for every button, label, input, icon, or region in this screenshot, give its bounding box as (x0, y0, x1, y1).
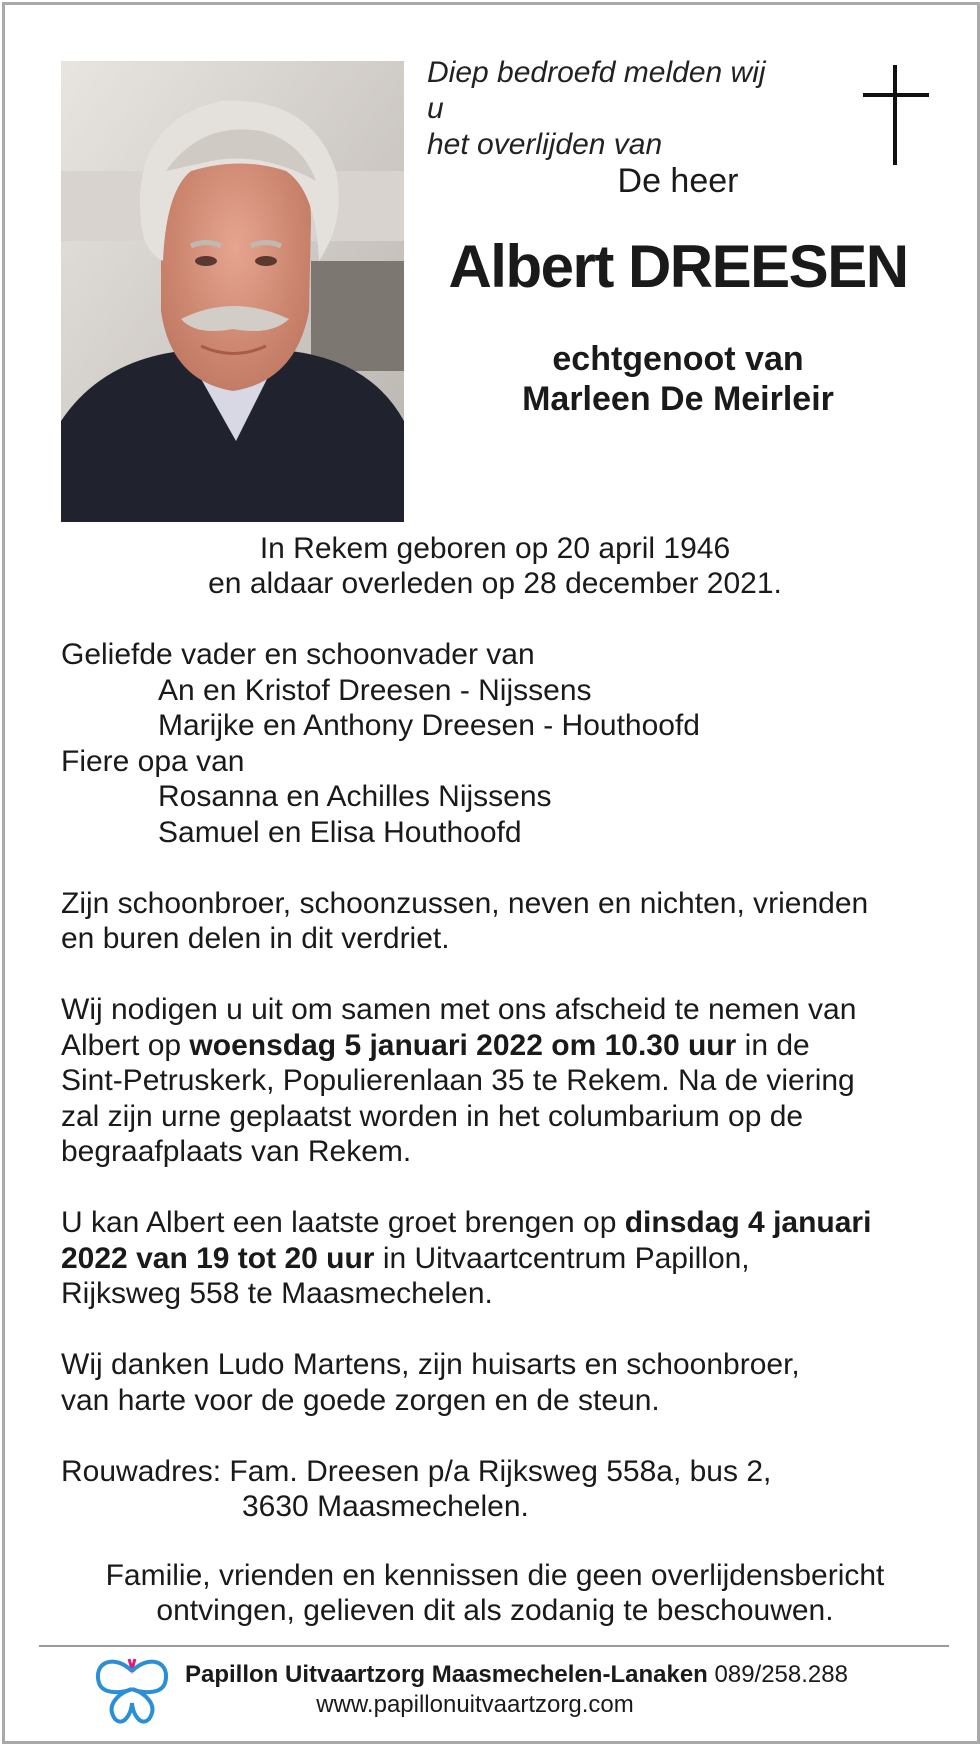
grandchild-line: Samuel en Elisa Houthoofd (158, 815, 522, 849)
address-line: Rouwadres: Fam. Dreesen p/a Rijksweg 558a, bus 2, (61, 1454, 772, 1488)
ceremony-text: Albert op (61, 1028, 190, 1062)
spouse-block (445, 339, 911, 419)
closing-note (61, 1558, 929, 1628)
ceremony-text: in de (736, 1028, 810, 1062)
butterfly-icon (93, 1653, 171, 1729)
visitation-text: in Uitvaartcentrum Papillon, (374, 1241, 750, 1275)
ceremony-line: begraafplaats van Rekem. (61, 1135, 412, 1168)
visitation-date: dinsdag 4 januari (624, 1206, 872, 1239)
grandchildren-heading: Fiere opa van (61, 744, 245, 778)
portrait-illustration (61, 61, 404, 522)
footer-divider (39, 1645, 949, 1647)
company-phone[interactable]: 089/258.288 (714, 1661, 848, 1688)
child-line: An en Kristof Dreesen - Nijssens (158, 673, 592, 707)
spouse-label: echtgenoot van (552, 340, 804, 378)
portrait-photo (61, 61, 404, 522)
child-line: Marijke en Anthony Dreesen - Houthoofd (158, 709, 700, 742)
ceremony-line: Wij nodigen u uit om samen met ons afscheid te nemen van (61, 993, 857, 1026)
honorific: De heer (617, 162, 739, 200)
ceremony-line: zal zijn urne geplaatst worden in het columbarium op de (61, 1099, 804, 1133)
relatives-line: en buren delen in dit verdriet. (61, 922, 450, 955)
company-name: Papillon Uitvaartzorg Maasmechelen-Lanaken (185, 1661, 708, 1688)
visitation-text: U kan Albert een laatste groet brengen op (61, 1206, 625, 1239)
announcement-body (61, 637, 941, 1525)
thanks-line: van harte voor de goede zorgen en de steun. (61, 1383, 660, 1417)
visitation-line: Rijksweg 558 te Maasmechelen. (61, 1277, 493, 1310)
visitation-line (61, 1205, 941, 1241)
grandchild-line: Rosanna en Achilles Nijssens (158, 780, 552, 813)
ceremony-datetime: woensdag 5 januari 2022 om 10.30 uur (189, 1028, 737, 1062)
death-line: en aldaar overleden op 28 december 2021. (208, 567, 782, 600)
deceased-name: Albert DREESEN (448, 233, 908, 300)
obituary-card (2, 2, 980, 1744)
relatives-line: Zijn schoonbroer, schoonzussen, neven en nichten, vrienden (61, 886, 869, 920)
intro-line: het overlijden van (427, 128, 663, 161)
visitation-time: 2022 van 19 tot 20 uur (61, 1241, 375, 1275)
children-heading: Geliefde vader en schoonvader van (61, 638, 535, 671)
ceremony-line (61, 1028, 941, 1064)
company-website[interactable]: www.papillonuitvaartzorg.com (316, 1691, 634, 1718)
closing-line: ontvingen, gelieven dit als zodanig te beschouwen. (156, 1594, 834, 1627)
spouse-name: Marleen De Meirleir (522, 380, 834, 418)
cross-icon (863, 65, 929, 165)
intro-line: Diep bedroefd melden wij u (427, 56, 766, 125)
visitation-line (61, 1241, 941, 1277)
address-line: 3630 Maasmechelen. (242, 1490, 529, 1523)
ceremony-line: Sint-Petruskerk, Populierenlaan 35 te Rekem. Na de viering (61, 1064, 855, 1097)
life-dates (61, 531, 929, 601)
thanks-line: Wij danken Ludo Martens, zijn huisarts en schoonbroer, (61, 1348, 800, 1381)
intro-text (427, 55, 787, 163)
closing-line: Familie, vrienden en kennissen die geen overlijdensbericht (105, 1559, 885, 1592)
birth-line: In Rekem geboren op 20 april 1946 (259, 532, 731, 565)
funeral-company (185, 1660, 945, 1690)
